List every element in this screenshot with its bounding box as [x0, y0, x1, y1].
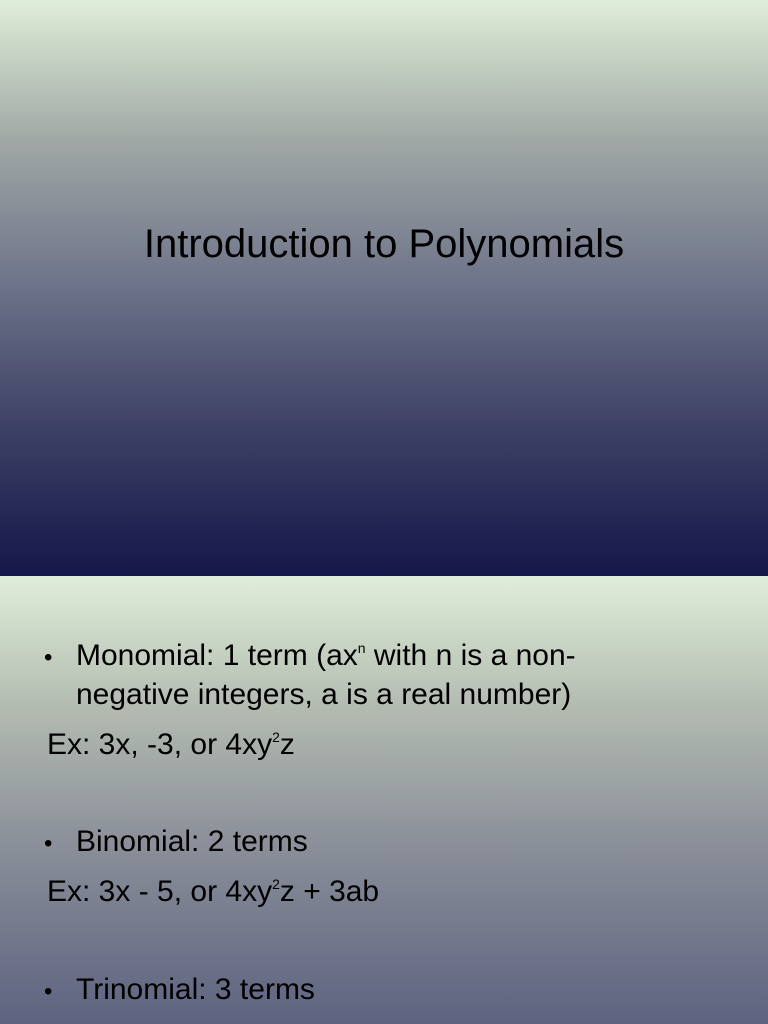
trinomial-definition: Trinomial: 3 terms [76, 973, 315, 1006]
content-slide [0, 576, 768, 1024]
monomial-example-text-cont: z [279, 728, 295, 761]
monomial-example [47, 727, 295, 763]
exponent-n: n [357, 640, 366, 656]
bullet-binomial: • [44, 830, 53, 857]
binomial-example-text-cont: z + 3ab [279, 875, 380, 908]
monomial-example-text: Ex: 3x, -3, or 4xy [47, 728, 273, 761]
slide-title: Introduction to Polynomials [143, 222, 625, 266]
bullet-trinomial: • [44, 978, 53, 1005]
monomial-definition-line2: negative integers, a is a real number) [76, 678, 572, 711]
binomial-example [47, 874, 379, 910]
exponent-2: 2 [272, 729, 280, 745]
monomial-definition-line1 [76, 638, 576, 674]
bullet-monomial: • [44, 644, 53, 671]
monomial-text-cont: with n is a non- [365, 639, 576, 672]
monomial-text: Monomial: 1 term (ax [76, 639, 358, 672]
exponent-2: 2 [272, 876, 280, 892]
binomial-example-text: Ex: 3x - 5, or 4xy [47, 875, 273, 908]
binomial-definition: Binomial: 2 terms [76, 825, 308, 858]
